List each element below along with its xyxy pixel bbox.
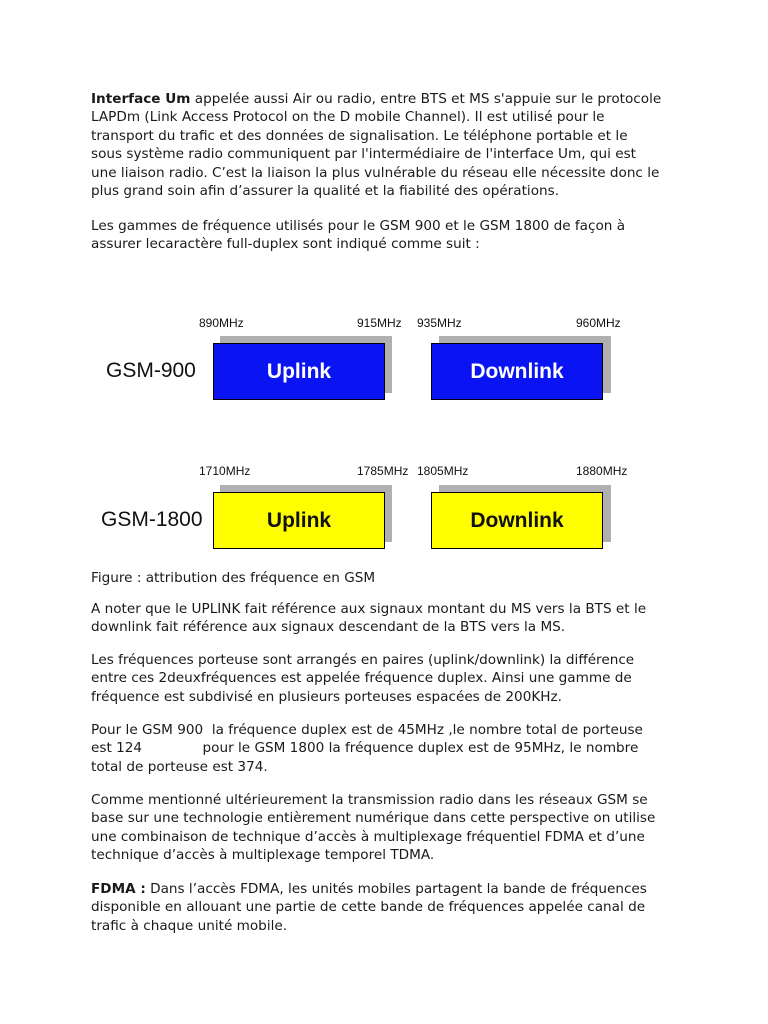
text-line: Pour le GSM 900 la fréquence duplex est de 45MHz ,le nombre total de porteuse (91, 722, 643, 738)
gsm1800-downlink-end: 1880MHz (576, 464, 628, 478)
text-line: Les gammes de fréquence utilisés pour le GSM 900 et le GSM 1800 de façon à (91, 218, 626, 234)
paragraph-fdma (91, 880, 681, 935)
gsm1800-label: GSM-1800 (101, 508, 203, 531)
text-line: entre ces 2deuxfréquences est appelée fréquence duplex. Ainsi une gamme de (91, 670, 632, 687)
paragraph-carriers (91, 651, 681, 706)
gsm1800-uplink-box: Uplink (213, 492, 385, 549)
term-fdma: FDMA : (91, 881, 146, 897)
gsm1800-downlink-box: Downlink (431, 492, 603, 549)
text-line: plus grand soin afin d’assurer la qualité et la fiabilité des opérations. (91, 183, 560, 200)
text-line: Comme mentionné ultérieurement la transmission radio dans les réseaux GSM se (91, 792, 648, 808)
gsm1800-uplink-end: 1785MHz (357, 464, 409, 478)
paragraph-radio-transmission (91, 791, 681, 865)
text-line: Les fréquences porteuse sont arrangés en paires (uplink/downlink) la différence (91, 652, 635, 668)
gsm900-label: GSM-900 (106, 359, 196, 382)
gsm1800-uplink-start: 1710MHz (199, 464, 251, 478)
figure-caption: Figure : attribution des fréquence en GSM (91, 570, 376, 586)
text-line: appelée aussi Air ou radio, entre BTS et MS s'appuie sur le protocole (190, 91, 662, 107)
gsm900-downlink-box: Downlink (431, 343, 603, 400)
gsm900-uplink-start: 890MHz (199, 316, 244, 330)
gsm900-uplink-end: 915MHz (357, 316, 402, 330)
text-line: une combinaison de technique d’accès à multiplexage fréquentiel FDMA et d’une (91, 828, 645, 845)
text-line: downlink fait référence aux signaux descendant de la BTS vers la MS. (91, 619, 566, 636)
text-line: transport du trafic et des données de signalisation. Le téléphone portable et le (91, 127, 628, 144)
text-line: LAPDm (Link Access Protocol on the D mobile Channel). Il est utilisé pour le (91, 109, 605, 126)
text-line: technique d’accès à multiplexage temporel TDMA. (91, 847, 435, 864)
gsm900-downlink-start: 935MHz (417, 316, 462, 330)
text-line: sous système radio communiquent par l'intermédiaire de l'interface Um, qui est (91, 146, 637, 163)
text-line: une liaison radio. C’est la liaison la plus vulnérable du réseau elle nécessite donc le (91, 164, 660, 181)
text-line: A noter que le UPLINK fait référence aux signaux montant du MS vers la BTS et le (91, 601, 647, 617)
text-line: trafic à chaque unité mobile. (91, 917, 288, 934)
text-line: fréquence est subdivisé en plusieurs porteuses espacées de 200KHz. (91, 688, 562, 705)
gsm1800-downlink-start: 1805MHz (417, 464, 469, 478)
text-line: Dans l’accès FDMA, les unités mobiles partagent la bande de fréquences (145, 881, 647, 897)
text-line: assurer lecaractère full-duplex sont indiqué comme suit : (91, 236, 480, 253)
gsm900-uplink-box: Uplink (213, 343, 385, 400)
term-interface-um: Interface Um (91, 91, 191, 107)
gsm900-downlink-end: 960MHz (576, 316, 621, 330)
paragraph-duplex (91, 721, 681, 776)
text-line: total de porteuse est 374. (91, 758, 268, 775)
text-line: disponible en allouant une partie de cette bande de fréquences appelée canal de (91, 899, 646, 916)
paragraph-uplink-note (91, 600, 681, 637)
text-line: est 124 pour le GSM 1800 la fréquence duplex est de 95MHz, le nombre (91, 740, 639, 757)
text-line: base sur une technologie entièrement numérique dans cette perspective on utilise (91, 810, 656, 827)
